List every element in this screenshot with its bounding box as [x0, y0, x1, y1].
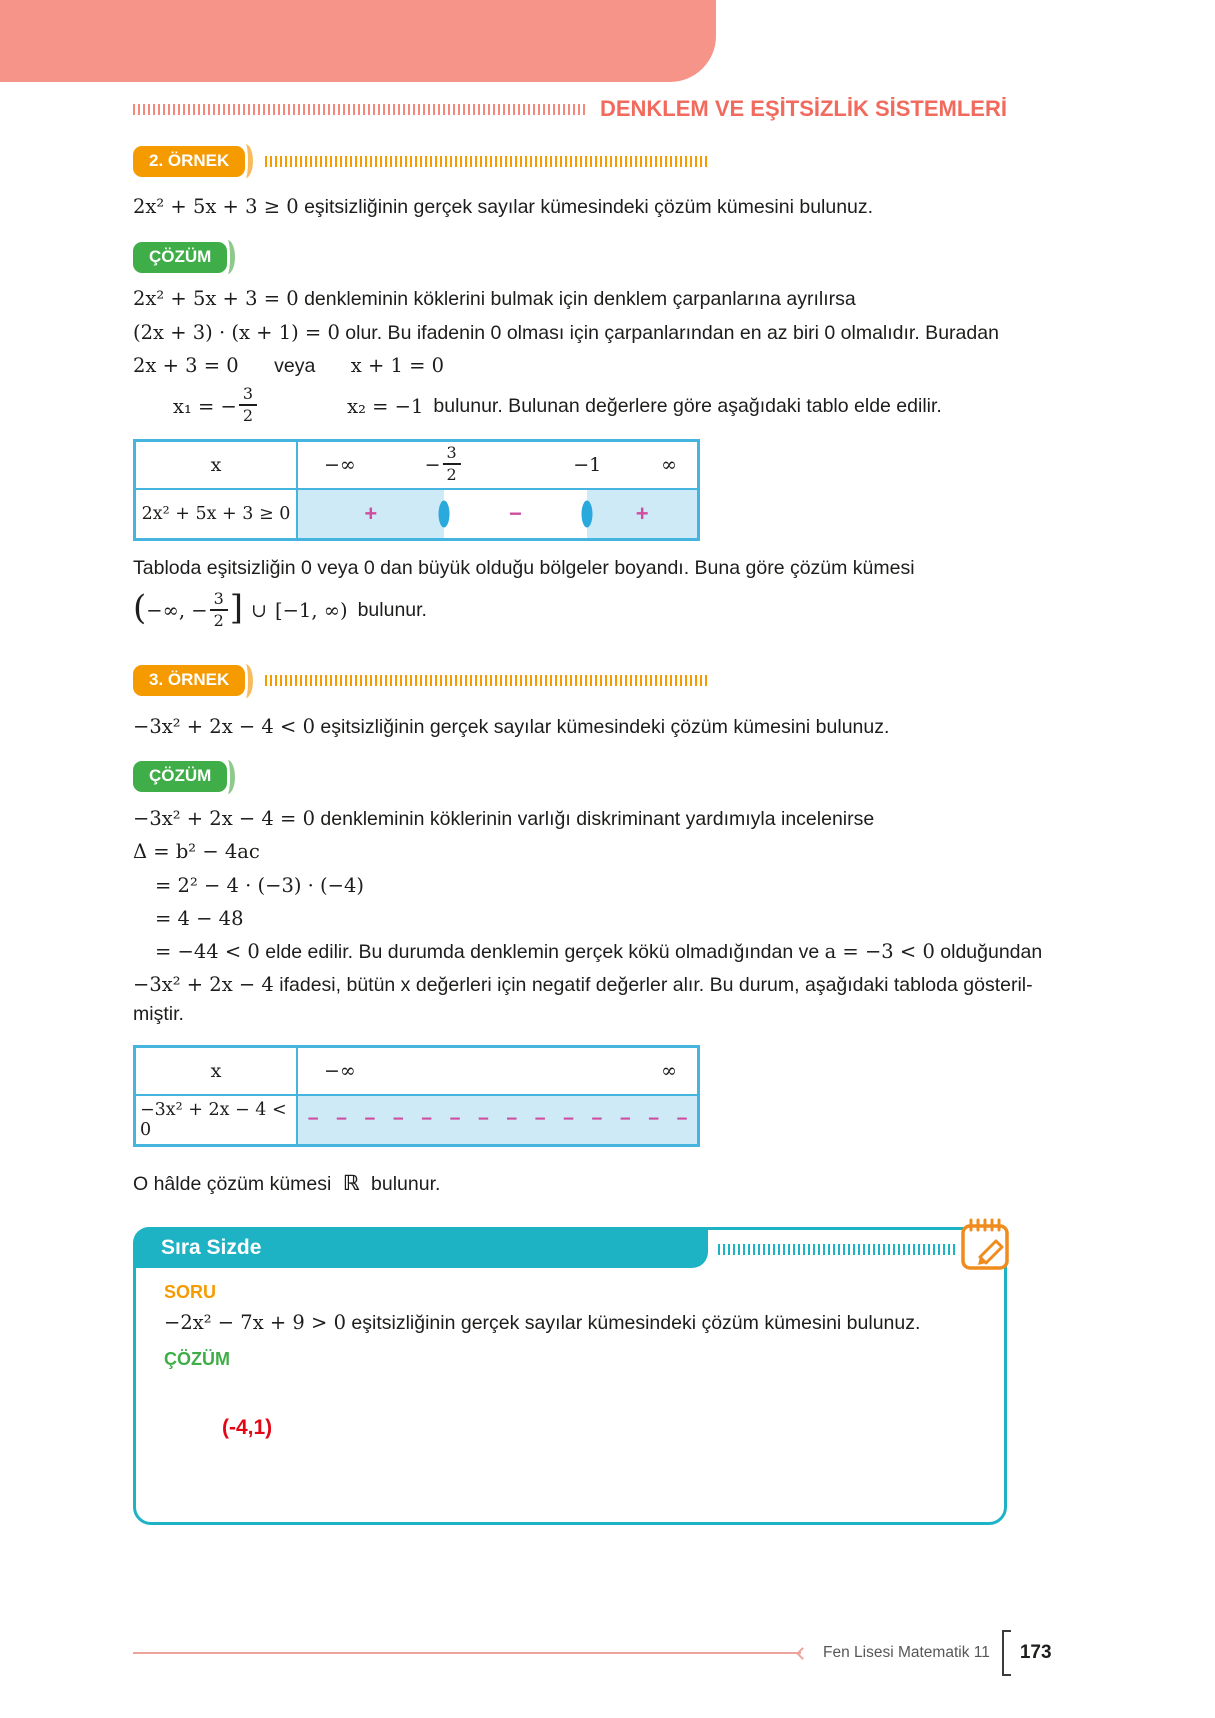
plus-sign: +: [364, 501, 378, 527]
header-dots-pattern: [133, 104, 586, 115]
example2-badge: 2. ÖRNEK: [133, 146, 245, 177]
sira-sizde-problem-text: eşitsizliğinin gerçek sayılar kümesindeki çözüm kümesini bulunuz.: [351, 1312, 921, 1335]
negative-region: [444, 490, 588, 538]
answer-text: (-4,1): [222, 1416, 273, 1440]
root-marker-icon: [438, 501, 449, 528]
example2-sign-table: [133, 439, 700, 541]
footer-arrow-icon: [796, 1647, 809, 1660]
table-header-row: [136, 442, 697, 490]
root2-label: −1: [573, 454, 602, 477]
solset-part1: −∞, −: [146, 599, 208, 623]
line2-text: olur. Bu ifadenin 0 olması için çarpanlarından en az biri 0 olmalıdır. Buradan: [345, 321, 999, 344]
line1-text: denkleminin köklerinin varlığı diskriminant yardımıyla incelenirse: [320, 807, 875, 830]
disc4-math: = −44 < 0: [155, 940, 260, 964]
line3-eq2: x + 1 = 0: [350, 353, 445, 377]
discriminant-line4: [155, 939, 1082, 965]
example3-problem-text: eşitsizliğinin gerçek sayılar kümesindeki çözüm kümesini bulunuz.: [320, 715, 890, 738]
example2-solution-line2: [133, 320, 1082, 346]
soru-label: SORU: [164, 1282, 217, 1303]
chapter-title: DENKLEM VE EŞİTSİZLİK SİSTEMLERİ: [599, 96, 1007, 121]
example2-problem-text: eşitsizliğinin gerçek sayılar kümesindeki çözüm kümesini bulunuz.: [304, 196, 874, 218]
cozum-badge: ÇÖZÜM: [133, 761, 227, 792]
example3-conclusion: [133, 1169, 1082, 1197]
table-signs-cell: [298, 1096, 697, 1144]
conclusion-post: bulunur.: [371, 1173, 441, 1196]
solset-part2: [−1, ∞): [274, 599, 348, 623]
example3-paragraph: [133, 972, 1082, 998]
fraction-numerator: 3: [239, 386, 257, 406]
example3-solution-header: [133, 760, 1082, 794]
table-x-cell: x: [136, 442, 298, 488]
root2-value: x₂ = −1: [347, 394, 424, 418]
chapter-header: [133, 96, 1007, 122]
table-signs-cell: [298, 490, 697, 538]
fraction-numerator: 3: [442, 445, 460, 465]
line3-eq1: 2x + 3 = 0: [133, 353, 239, 377]
line1-text: denkleminin köklerini bulmak için denklem çarpanlarına ayrılırsa: [304, 288, 856, 311]
neg-infinity-label: −∞: [324, 454, 356, 477]
example3-sign-table: [133, 1045, 700, 1147]
sira-sizde-problem: [164, 1311, 976, 1335]
solset-tail: bulunur.: [357, 599, 427, 622]
example2-header-row: [133, 144, 707, 178]
neg-infinity-label: −∞: [324, 1060, 356, 1083]
discriminant-line2: = 2² − 4 · (−3) · (−4): [155, 873, 365, 897]
example2-conclusion: Tabloda eşitsizliğin 0 veya 0 dan büyük olduğu bölgeler boyandı. Buna göre çözüm kümesi: [133, 557, 915, 580]
positive-region: [298, 490, 444, 538]
pos-infinity-label: ∞: [661, 1060, 677, 1083]
example2-dots-pattern: [265, 156, 707, 167]
roots-text: bulunur. Bulunan değerlere göre aşağıdaki tablo elde edilir.: [433, 394, 942, 417]
example2-solution-set: [133, 588, 1082, 630]
line1-math: −3x² + 2x − 4 = 0: [133, 806, 315, 830]
example3-solution-line1: [133, 806, 1082, 832]
plus-sign: +: [635, 501, 649, 527]
paragraph-math: −3x² + 2x − 4: [133, 973, 274, 997]
example2-problem-math: 2x² + 5x + 3 ≥ 0: [133, 195, 299, 218]
table-interval-cell: [298, 1048, 697, 1094]
conclusion-pre: O hâlde çözüm kümesi: [133, 1173, 332, 1196]
discriminant-line1: Δ = b² − 4ac: [133, 840, 260, 864]
notepad-pencil-icon: [954, 1214, 1016, 1274]
fraction-denominator: 2: [242, 406, 254, 426]
fraction-numerator: 3: [210, 591, 228, 611]
page-number-bracket: [1002, 1630, 1011, 1676]
table-sign-row: [136, 490, 697, 538]
positive-region: [587, 490, 697, 538]
example3-problem-math: −3x² + 2x − 4 < 0: [133, 714, 315, 738]
example3-badge: 3. ÖRNEK: [133, 665, 245, 696]
table-expression-cell: −3x² + 2x − 4 < 0: [136, 1096, 298, 1144]
minus-dashes: − − − − − − − − − − − − − −: [307, 1109, 688, 1131]
line1-math: 2x² + 5x + 3 = 0: [133, 287, 299, 311]
table-interval-cell: [298, 442, 697, 488]
big-close-bracket: ]: [229, 588, 244, 629]
example2-solution-line1: [133, 286, 1082, 312]
footer-line: [133, 1652, 801, 1654]
sira-sizde-title: Sıra Sizde: [133, 1227, 708, 1268]
negative-region: [298, 1096, 697, 1144]
disc4-text2: olduğundan: [940, 941, 1043, 964]
solset-fraction: [210, 588, 228, 630]
root1-fraction: [239, 386, 257, 424]
discriminant-line3: = 4 − 48: [155, 906, 244, 930]
example2-roots-line: [173, 384, 1082, 426]
page-footer: [133, 1630, 1052, 1676]
table-header-row: [136, 1048, 697, 1096]
paragraph-text: ifadesi, bütün x değerleri için negatif değerler alır. Bu durum, aşağıdaki tabloda gösteril-: [279, 974, 1033, 997]
disc4-math2: a = −3 < 0: [824, 940, 935, 964]
disc4-text: elde edilir. Bu durumda denklemin gerçek kökü olmadığından ve: [265, 941, 820, 964]
table-x-cell: x: [136, 1048, 298, 1094]
line2-math: (2x + 3) · (x + 1) = 0: [133, 320, 340, 344]
page-number: 173: [1019, 1642, 1052, 1663]
real-numbers-symbol: ℝ: [342, 1171, 360, 1196]
sira-sizde-box: [133, 1227, 1007, 1525]
book-title: Fen Lisesi Matematik 11: [823, 1644, 990, 1661]
table-expression-cell: 2x² + 5x + 3 ≥ 0: [136, 490, 298, 538]
root1-prefix: x₁ = −: [173, 394, 237, 418]
example3-paragraph-cont: miştir.: [133, 1002, 184, 1025]
example3-problem: [133, 714, 1082, 740]
fraction-denominator: 2: [446, 465, 457, 485]
cozum-label: ÇÖZÜM: [164, 1349, 230, 1370]
big-open-paren: (: [133, 588, 147, 629]
pos-infinity-label: ∞: [661, 454, 677, 477]
table-sign-row: [136, 1096, 697, 1144]
root1-minus: −: [424, 454, 441, 477]
example3-dots-pattern: [265, 675, 707, 686]
sira-sizde-dots-pattern: [718, 1244, 956, 1255]
line3-or: veya: [274, 354, 316, 377]
cozum-badge: ÇÖZÜM: [133, 242, 227, 273]
example2-solution-line3: [133, 353, 1082, 379]
root-marker-icon: [582, 501, 593, 528]
union-symbol: ∪: [251, 599, 267, 622]
example3-header-row: [133, 664, 707, 698]
example2-solution-header: [133, 240, 1082, 274]
root1-table-fraction: [442, 445, 460, 483]
root1-label: [424, 443, 463, 485]
minus-sign: −: [509, 501, 522, 527]
fraction-denominator: 2: [213, 610, 224, 630]
sira-sizde-problem-math: −2x² − 7x + 9 > 0: [164, 1311, 346, 1335]
example2-problem: [133, 194, 1082, 220]
